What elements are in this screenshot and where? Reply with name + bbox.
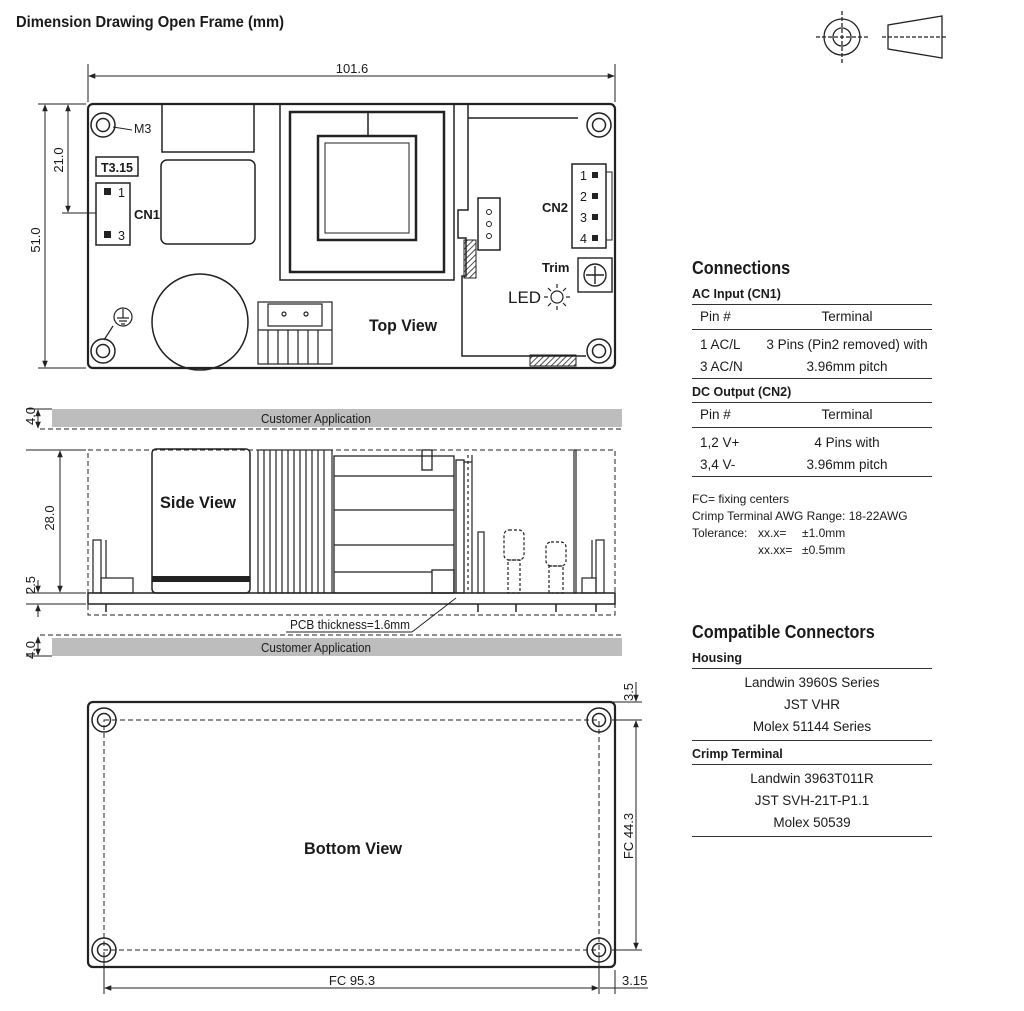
- tolerance-key: xx.x=: [758, 526, 787, 540]
- side-top-gap-dim: 4.0: [23, 406, 38, 426]
- note-awg: Crimp Terminal AWG Range: 18-22AWG: [692, 509, 908, 523]
- led-label: LED: [508, 288, 542, 307]
- fuse-label: T3.15: [101, 161, 133, 175]
- mounting-hole-icon: [92, 708, 611, 962]
- transformer-side: [334, 450, 464, 593]
- capacitor-side: [152, 449, 250, 593]
- cn2-pin-label: 3: [580, 211, 587, 225]
- cn1-offset-dim: 21.0: [51, 147, 66, 173]
- note-fc: FC= fixing centers: [692, 492, 790, 506]
- customer-application-label: Customer Application: [261, 641, 372, 655]
- notes: [692, 491, 932, 559]
- compatible-connectors-panel: [692, 622, 932, 837]
- heatsink-top: [258, 302, 332, 364]
- screw-label: M3: [134, 122, 152, 136]
- ac-input-title: AC Input (CN1): [692, 287, 932, 305]
- pin-cell: 3 AC/N: [700, 359, 743, 374]
- terminal-cell: 3 Pins (Pin2 removed) with: [766, 337, 928, 352]
- cn2-pin-label: 4: [580, 232, 587, 246]
- capacitor-top: [152, 274, 248, 370]
- pcb-side: [88, 593, 615, 604]
- cn1-pin3-label: 3: [118, 229, 125, 243]
- pin-cell: 1,2 V+: [700, 435, 740, 450]
- top-view-label: Top View: [369, 316, 438, 335]
- bottom-view: [88, 682, 648, 994]
- dc-table-header: [692, 403, 932, 428]
- connections-heading: Connections: [692, 258, 791, 278]
- compatible-heading: Compatible Connectors: [692, 622, 875, 642]
- ground-icon: [104, 308, 132, 340]
- top-view-board: [88, 104, 615, 368]
- top-view-height-dim: 51.0: [28, 227, 43, 253]
- list-item: JST SVH-21T-P1.1: [754, 793, 870, 808]
- terminal-cell: 4 Pins with: [814, 435, 880, 450]
- table-row: [692, 432, 932, 454]
- crimp-terminal-title: Crimp Terminal: [692, 747, 932, 765]
- pcb-thickness-note: PCB thickness=1.6mm: [290, 618, 410, 632]
- tolerance-value: ±0.5mm: [802, 543, 846, 557]
- dc-table-body: [692, 428, 932, 477]
- connections-panel: [692, 258, 932, 559]
- heatsink-side: [258, 450, 332, 593]
- top-view-width-dim: 101.6: [335, 61, 369, 76]
- edge-top-dim: 3.5: [621, 682, 636, 702]
- led-icon: [544, 284, 570, 310]
- tolerance-key: xx.xx=: [758, 543, 793, 557]
- bottom-view-label: Bottom View: [304, 839, 403, 858]
- ac-col-terminal: Terminal: [821, 309, 873, 324]
- mounting-hole-icon: [91, 113, 611, 363]
- side-height-dim: 28.0: [42, 505, 57, 531]
- edge-right-dim: 3.15: [622, 973, 648, 988]
- table-row: [692, 334, 932, 356]
- top-view: [28, 61, 615, 370]
- tolerance-value: ±1.0mm: [802, 526, 846, 540]
- terminal-cell: 3.96mm pitch: [806, 457, 888, 472]
- cn1-pin1-label: 1: [118, 186, 125, 200]
- side-bottom-gap-dim: 4.0: [23, 640, 38, 660]
- trim-pot-icon: [578, 258, 612, 292]
- cn2-pin-label: 1: [580, 169, 587, 183]
- note-tolerance-2: [692, 542, 932, 559]
- ac-col-pin: Pin #: [700, 309, 731, 324]
- table-row: [692, 454, 932, 476]
- cn2-connector: [572, 164, 606, 248]
- fc-height-dim: FC 44.3: [621, 812, 636, 860]
- dc-col-pin: Pin #: [700, 407, 731, 422]
- housing-list: [692, 669, 932, 741]
- side-view: [23, 407, 622, 659]
- housing-title: Housing: [692, 651, 932, 669]
- ac-table-header: [692, 305, 932, 330]
- dc-output-title: DC Output (CN2): [692, 385, 932, 403]
- cn1-label: CN1: [134, 207, 161, 222]
- list-item: Molex 50539: [773, 815, 851, 830]
- cn2-pin-label: 2: [580, 190, 587, 204]
- list-item: Landwin 3963T011R: [750, 771, 874, 786]
- crimp-list: [692, 765, 932, 837]
- fc-width-dim: FC 95.3: [328, 973, 376, 988]
- pin-cell: 1 AC/L: [700, 337, 741, 352]
- list-item: Molex 51144 Series: [752, 719, 872, 734]
- list-item: JST VHR: [783, 697, 840, 712]
- side-pcb-gap-dim: 2.5: [23, 575, 38, 595]
- cn2-label: CN2: [542, 200, 569, 215]
- trim-label: Trim: [542, 260, 570, 275]
- dc-col-terminal: Terminal: [821, 407, 873, 422]
- projection-symbol-icon: [816, 11, 948, 63]
- list-item: Landwin 3960S Series: [744, 675, 880, 690]
- secondary-components-side: [464, 450, 604, 593]
- tolerance-label: Tolerance:: [692, 526, 748, 540]
- ac-table-body: [692, 330, 932, 379]
- customer-application-label: Customer Application: [261, 412, 372, 426]
- table-row: [692, 356, 932, 378]
- side-view-label: Side View: [160, 493, 237, 512]
- page-title: Dimension Drawing Open Frame (mm): [16, 14, 284, 31]
- note-tolerance-1: [692, 525, 932, 542]
- bottom-view-board: [88, 702, 615, 967]
- pin-cell: 3,4 V-: [700, 457, 736, 472]
- terminal-cell: 3.96mm pitch: [806, 359, 888, 374]
